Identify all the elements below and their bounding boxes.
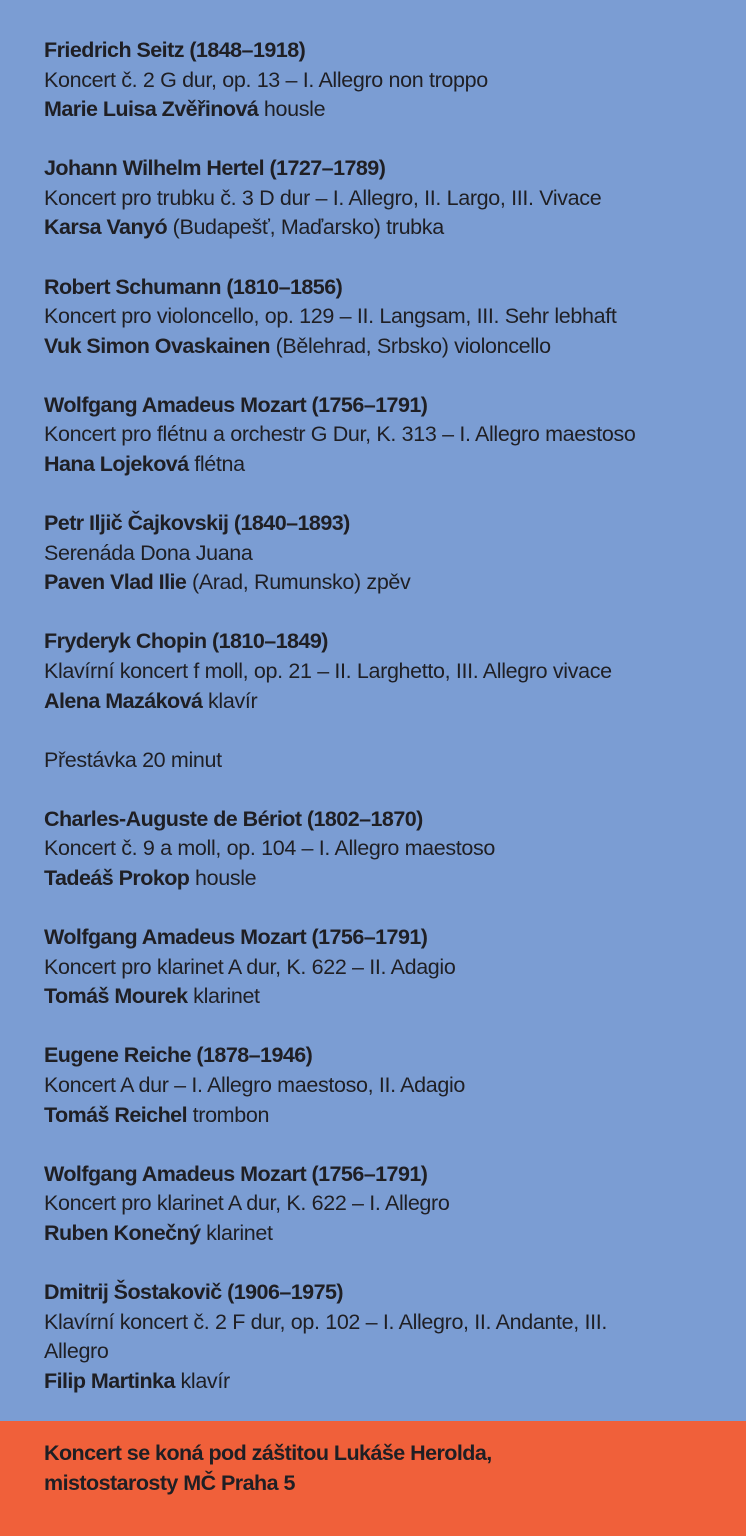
performer-info: flétna	[188, 452, 245, 477]
work-title: Koncert pro violoncello, op. 129 – II. Langsam, III. Sehr lebhaft	[44, 304, 617, 329]
program-item	[44, 154, 724, 243]
performer-info: housle	[258, 97, 326, 122]
work-title: Serenáda Dona Juana	[44, 540, 253, 565]
program-item	[44, 391, 724, 480]
composer-name: Johann Wilhelm Hertel (1727–1789)	[44, 156, 386, 181]
program-item	[44, 1278, 724, 1396]
composer-name: Friedrich Seitz (1848–1918)	[44, 38, 306, 62]
performer-line	[44, 1101, 724, 1131]
composer-name: Wolfgang Amadeus Mozart (1756–1791)	[44, 925, 428, 950]
performer-line	[44, 864, 724, 894]
program-item	[44, 1041, 724, 1130]
program-item	[44, 1160, 724, 1249]
performer-info: (Arad, Rumunsko) zpěv	[186, 570, 411, 595]
composer-name: Dmitrij Šostakovič (1906–1975)	[44, 1279, 343, 1304]
performer-info: klarinet	[187, 984, 260, 1009]
patronage-line: Koncert se koná pod záštitou Lukáše Herolda,	[44, 1441, 492, 1465]
performer-line	[44, 450, 724, 480]
performer-name: Filip Martinka	[44, 1368, 175, 1393]
performer-name: Karsa Vanyó	[44, 215, 168, 240]
work-title: Klavírní koncert č. 2 F dur, op. 102 – I. Allegro, II. Andante, III. Allegro	[44, 1309, 607, 1364]
performer-line	[44, 332, 724, 362]
program-item	[44, 509, 724, 598]
performer-name: Alena Mazáková	[44, 688, 203, 713]
performer-name: Tomáš Mourek	[44, 984, 188, 1009]
performer-line	[44, 95, 724, 125]
performer-line	[44, 568, 724, 598]
performer-name: Tomáš Reichel	[44, 1102, 188, 1127]
composer-name: Charles-Auguste de Bériot (1802–1870)	[44, 806, 423, 831]
program-item	[44, 273, 724, 362]
performer-name: Paven Vlad Ilie	[44, 570, 187, 595]
performer-info: (Budapešť, Maďarsko) trubka	[167, 215, 444, 240]
program-list	[44, 36, 724, 1426]
patronage-line: mistostarosty MČ Praha 5	[44, 1470, 295, 1495]
performer-name: Vuk Simon Ovaskainen	[44, 333, 270, 358]
performer-line	[44, 1367, 724, 1397]
performer-line	[44, 982, 724, 1012]
composer-name: Fryderyk Chopin (1810–1849)	[44, 629, 328, 654]
performer-info: klavír	[174, 1368, 230, 1393]
composer-name: Wolfgang Amadeus Mozart (1756–1791)	[44, 392, 428, 417]
composer-name: Petr Iljič Čajkovskij (1840–1893)	[44, 511, 350, 536]
composer-name: Wolfgang Amadeus Mozart (1756–1791)	[44, 1161, 428, 1186]
work-title: Koncert pro klarinet A dur, K. 622 – II. Adagio	[44, 954, 456, 979]
program-item	[44, 36, 724, 125]
work-title: Koncert č. 2 G dur, op. 13 – I. Allegro non troppo	[44, 67, 488, 92]
performer-name: Tadeáš Prokop	[44, 865, 190, 890]
work-title: Klavírní koncert f moll, op. 21 – II. Larghetto, III. Allegro vivace	[44, 659, 612, 683]
work-title: Koncert pro klarinet A dur, K. 622 – I. Allegro	[44, 1191, 450, 1216]
program-item	[44, 627, 724, 716]
patronage-text	[44, 1439, 664, 1498]
composer-name: Robert Schumann (1810–1856)	[44, 274, 343, 299]
performer-info: housle	[189, 865, 257, 890]
performer-info: klavír	[202, 688, 258, 713]
performer-line	[44, 687, 724, 717]
intermission-note: Přestávka 20 minut	[44, 747, 222, 772]
work-title: Koncert pro trubku č. 3 D dur – I. Allegro, II. Largo, III. Vivace	[44, 185, 602, 210]
performer-info: klarinet	[200, 1220, 273, 1245]
performer-line	[44, 1219, 724, 1249]
performer-name: Ruben Konečný	[44, 1220, 201, 1245]
performer-info: (Bělehrad, Srbsko) violoncello	[269, 333, 551, 358]
program-item	[44, 923, 724, 1012]
performer-info: trombon	[187, 1102, 270, 1127]
patronage-footer	[0, 1421, 746, 1536]
performer-name: Marie Luisa Zvěřinová	[44, 97, 259, 122]
composer-name: Eugene Reiche (1878–1946)	[44, 1043, 313, 1068]
program-item	[44, 805, 724, 894]
work-title: Koncert pro flétnu a orchestr G Dur, K. 313 – I. Allegro maestoso	[44, 422, 636, 447]
performer-line	[44, 213, 724, 243]
work-title: Koncert A dur – I. Allegro maestoso, II. Adagio	[44, 1072, 465, 1097]
work-title: Koncert č. 9 a moll, op. 104 – I. Allegro maestoso	[44, 836, 495, 861]
performer-name: Hana Lojeková	[44, 452, 189, 477]
